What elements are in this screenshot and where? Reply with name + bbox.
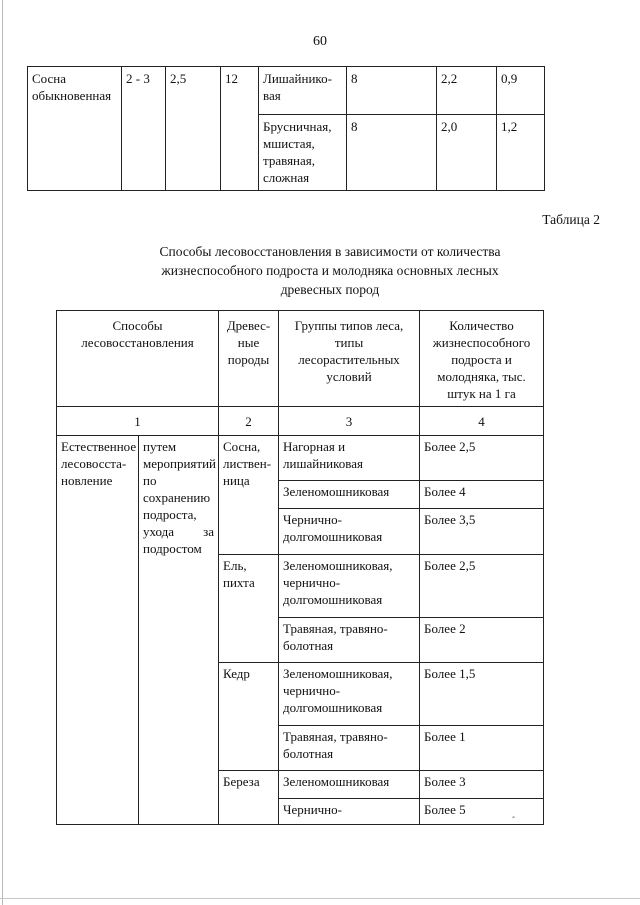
group-cell: Зеленомошниковая, чернично- долгомошниковая: [279, 663, 420, 726]
group-cell: Зеленомошниковая: [279, 481, 420, 509]
column-number: 3: [279, 407, 420, 436]
value-b-cell: 12: [221, 67, 259, 191]
scan-mark: ꞈ: [512, 808, 515, 818]
value-cell: 0,9: [497, 67, 545, 115]
quantity-cell: Более 3: [420, 771, 544, 799]
page-number: 60: [313, 34, 327, 49]
species-cell: Сосна, листвен- ница: [219, 436, 279, 555]
quantity-cell: Более 4: [420, 481, 544, 509]
method-detail-cell: путем мероприятий по сохранению подроста, ухода за подростом: [139, 436, 219, 825]
species-cell: Сосна обыкновенная: [28, 67, 122, 191]
species-cell: Береза: [219, 771, 279, 825]
header-groups: Группы типов леса, типы лесорастительных условий: [279, 311, 420, 407]
bonitet-cell: 2 - 3: [122, 67, 166, 191]
group-cell: Чернично-: [279, 799, 420, 825]
value-cell: 2,2: [437, 67, 497, 115]
table-label: Таблица 2: [542, 212, 600, 227]
value-cell: 8: [347, 67, 437, 115]
header-species: Древес- ные породы: [219, 311, 279, 407]
page-edge-left: [2, 0, 3, 905]
top-table: [27, 66, 545, 191]
main-table: [56, 310, 544, 825]
value-cell: 2,0: [437, 115, 497, 191]
group-cell: Нагорная и лишайниковая: [279, 436, 420, 481]
quantity-cell: Более 1: [420, 726, 544, 771]
quantity-cell: Более 1,5: [420, 663, 544, 726]
quantity-cell: Более 2: [420, 618, 544, 663]
value-cell: 8: [347, 115, 437, 191]
column-number: 2: [219, 407, 279, 436]
column-numbers-row: [57, 407, 544, 436]
quantity-cell: Более 5: [420, 799, 544, 825]
column-number: 1: [57, 407, 219, 436]
value-cell: 1,2: [497, 115, 545, 191]
group-cell: Зеленомошниковая, чернично- долгомошниковая: [279, 555, 420, 618]
species-cell: Ель, пихта: [219, 555, 279, 663]
group-cell: Травяная, травяно- болотная: [279, 618, 420, 663]
forest-type-cell: Лишайнико- вая: [259, 67, 347, 115]
header-quantity: Количество жизнеспособного подроста и молодняка, тыс. штук на 1 га: [420, 311, 544, 407]
species-cell: Кедр: [219, 663, 279, 771]
group-cell: Зеленомошниковая: [279, 771, 420, 799]
header-row: [57, 311, 544, 407]
quantity-cell: Более 2,5: [420, 436, 544, 481]
table-title: Способы лесовосстановления в зависимости от количества жизнеспособного подроста и молодняка основных лесных древесных пород: [159, 244, 501, 297]
page-edge-bottom: [0, 898, 640, 899]
forest-type-cell: Брусничная, мшистая, травяная, сложная: [259, 115, 347, 191]
column-number: 4: [420, 407, 544, 436]
quantity-cell: Более 2,5: [420, 555, 544, 618]
header-methods: Способы лесовосстановления: [57, 311, 219, 407]
quantity-cell: Более 3,5: [420, 509, 544, 555]
method-cell: Естественное лесовосста- новление: [57, 436, 139, 825]
table-row: [57, 436, 544, 481]
value-a-cell: 2,5: [166, 67, 221, 191]
group-cell: Чернично- долгомошниковая: [279, 509, 420, 555]
group-cell: Травяная, травяно- болотная: [279, 726, 420, 771]
